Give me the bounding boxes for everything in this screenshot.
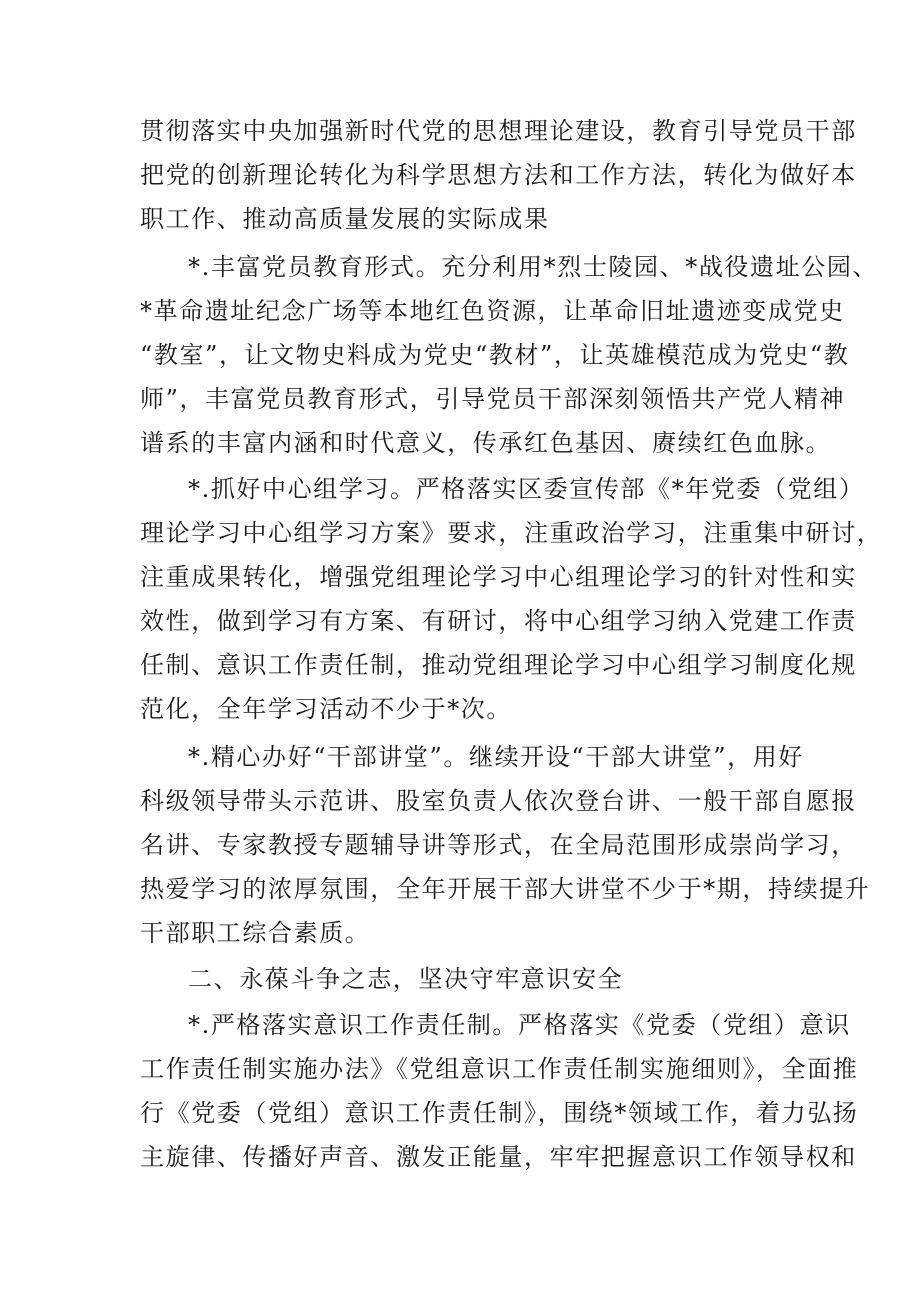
- text-line: 名讲、专家教授专题辅导讲等形式，在全局范围形成崇尚学习，: [140, 831, 857, 859]
- text-line: 工作责任制实施办法》《党组意识工作责任制实施细则》，全面推: [140, 1055, 859, 1083]
- text-line: 热爱学习的浓厚氛围，全年开展干部大讲堂不少于*期，持续提升: [140, 875, 871, 903]
- text-line: 任制、意识工作责任制，推动党组理论学习中心组学习制度化规: [140, 651, 857, 679]
- paragraph-start-line: *.精心办好“干部讲堂”。继续开设“干部大讲堂”，用好: [188, 743, 804, 771]
- section-heading: 二、永葆斗争之志，坚决守牢意识安全: [188, 965, 624, 993]
- text-line: 贯彻落实中央加强新时代党的思想理论建设，教育引导党员干部: [140, 117, 857, 145]
- paragraph-start-line: *.严格落实意识工作责任制。严格落实《党委（党组）意识: [188, 1011, 851, 1039]
- text-line: 理论学习中心组学习方案》要求，注重政治学习，注重集中研讨，: [140, 519, 883, 547]
- text-line: 师”，丰富党员教育形式，引导党员干部深刻领悟共产党人精神: [140, 385, 846, 413]
- paragraph-start-line: *.丰富党员教育形式。充分利用*烈士陵园、*战役遗址公园、: [188, 253, 879, 281]
- paragraph-start-line: *.抓好中心组学习。严格落实区委宣传部《*年党委（党组）: [188, 475, 865, 503]
- text-line: 范化，全年学习活动不少于*次。: [140, 695, 512, 723]
- text-line: 干部职工综合素质。: [140, 919, 371, 947]
- text-line: 行《党委（党组）意识工作责任制》，围绕*领域工作，着力弘扬: [140, 1099, 859, 1127]
- text-line: 谱系的丰富内涵和时代意义，传承红色基因、赓续红色血脉。: [140, 429, 832, 457]
- text-line: 主旋律、传播好声音、激发正能量，牢牢把握意识工作领导权和: [140, 1143, 857, 1171]
- text-line: “教室”，让文物史料成为党史“教材”，让英雄模范成为党史“教: [140, 341, 850, 369]
- text-line: 职工作、推动高质量发展的实际成果: [140, 205, 550, 233]
- text-line: 把党的创新理论转化为科学思想方法和工作方法，转化为做好本: [140, 161, 857, 189]
- text-line: *革命遗址纪念广场等本地红色资源，让革命旧址遗迹变成党史: [140, 297, 845, 325]
- text-line: 科级领导带头示范讲、股室负责人依次登台讲、一般干部自愿报: [140, 787, 857, 815]
- text-line: 效性，做到学习有方案、有研讨，将中心组学习纳入党建工作责: [140, 607, 857, 635]
- text-line: 注重成果转化，增强党组理论学习中心组理论学习的针对性和实: [140, 563, 857, 591]
